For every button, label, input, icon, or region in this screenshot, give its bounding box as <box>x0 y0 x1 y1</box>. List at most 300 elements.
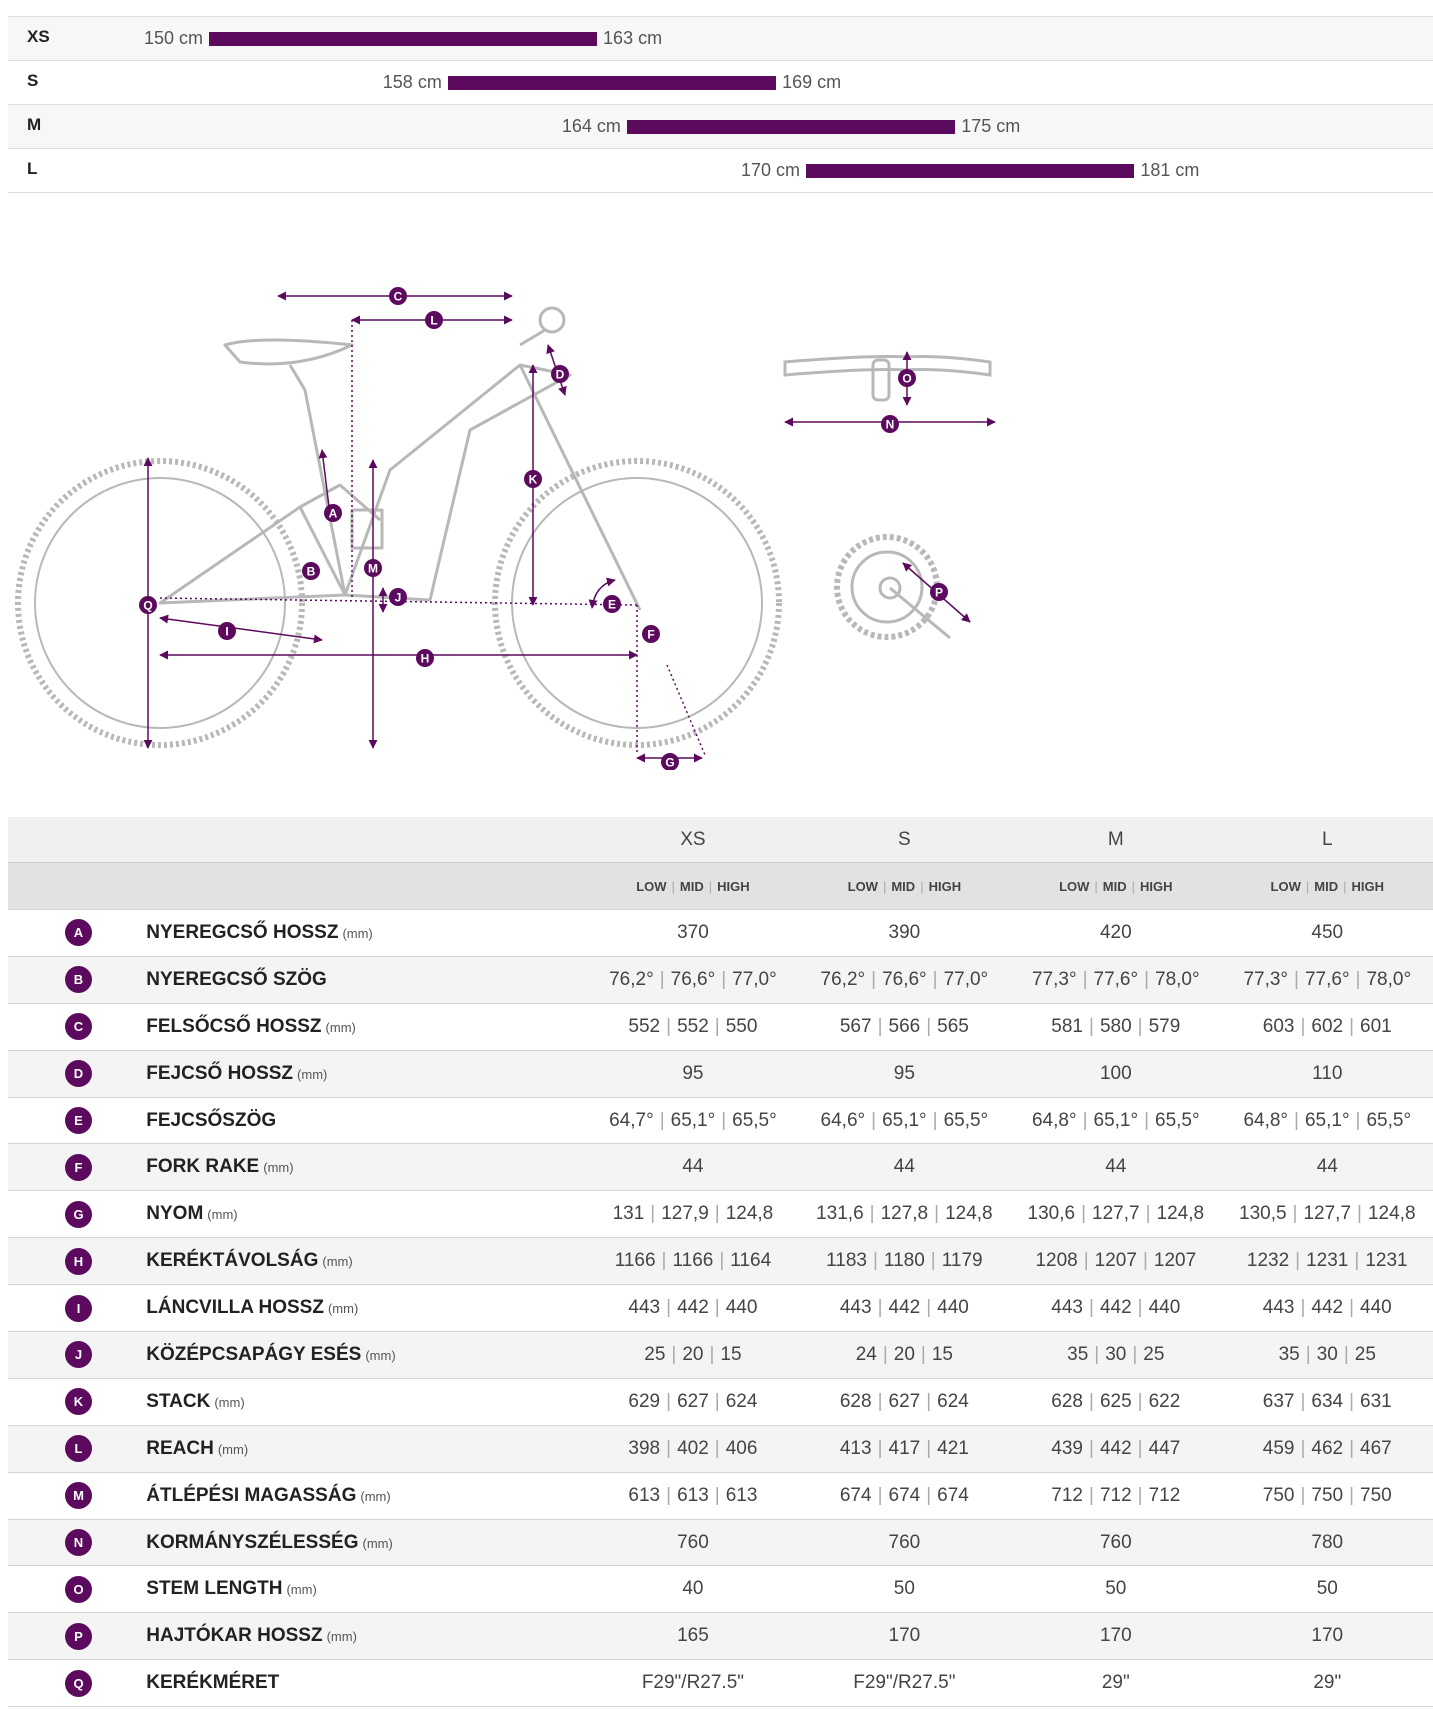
value-cell-xs <box>587 1144 798 1191</box>
marker-letter: B <box>306 564 316 579</box>
value: 634 <box>1311 1390 1344 1412</box>
value: 25 <box>1143 1343 1165 1365</box>
value: 447 <box>1148 1437 1181 1459</box>
value: 95 <box>893 1062 915 1084</box>
flipchip-header-row <box>8 863 1433 910</box>
parameter-name: KÖZÉPCSAPÁGY ESÉS <box>146 1343 362 1365</box>
row-letter-badge: I <box>65 1295 92 1322</box>
separator: | <box>1294 968 1299 990</box>
flipchip-label: HIGH <box>1140 878 1173 894</box>
parameter-name: STACK <box>146 1390 211 1412</box>
row-letter-badge: B <box>65 966 92 993</box>
table-row <box>8 1097 1433 1144</box>
value: 580 <box>1099 1015 1132 1037</box>
value: 25 <box>644 1343 666 1365</box>
value: 1179 <box>941 1250 983 1272</box>
separator: | <box>1131 878 1136 894</box>
flipchip-label: LOW <box>847 878 878 894</box>
separator: | <box>872 1250 878 1272</box>
value: 552 <box>677 1015 709 1037</box>
value-cell-xs <box>587 910 798 957</box>
value: 550 <box>725 1015 758 1037</box>
value: 581 <box>1051 1015 1083 1037</box>
separator: | <box>1089 1390 1094 1412</box>
separator: | <box>721 1109 727 1131</box>
size-label: L <box>27 159 38 178</box>
value-cell-m <box>1010 1285 1221 1332</box>
row-letter-badge: J <box>65 1341 92 1368</box>
separator: | <box>666 1390 672 1412</box>
value: 750 <box>1311 1484 1344 1506</box>
value: 124,8 <box>1156 1203 1205 1225</box>
marker-letter: F <box>647 627 655 642</box>
value: 443 <box>628 1297 661 1319</box>
value-cell-xs <box>587 1238 798 1285</box>
flipchip-labels-l <box>1222 863 1433 910</box>
separator: | <box>659 968 665 990</box>
separator: | <box>1354 1250 1360 1272</box>
value-cell-m <box>1010 1097 1221 1144</box>
separator: | <box>926 1390 932 1412</box>
value: 77,0° <box>732 968 777 990</box>
separator: | <box>934 1203 940 1225</box>
value: 462 <box>1311 1437 1344 1459</box>
value: 25 <box>1354 1343 1376 1365</box>
value: 131 <box>612 1203 645 1225</box>
value-cell-l <box>1222 1003 1433 1050</box>
parameter-unit: (mm) <box>326 1629 357 1645</box>
value: 40 <box>682 1578 704 1600</box>
separator: | <box>1082 1109 1088 1131</box>
value: 442 <box>888 1297 921 1319</box>
value: 440 <box>1148 1297 1181 1319</box>
value-cell-s <box>799 1378 1010 1425</box>
marker-letter: Q <box>143 598 153 613</box>
value: 613 <box>628 1484 661 1506</box>
parameter-unit: (mm) <box>327 1301 359 1317</box>
table-row <box>8 1660 1433 1707</box>
value-cell-s <box>799 1472 1010 1519</box>
separator: | <box>1142 1250 1148 1272</box>
value: 417 <box>888 1437 921 1459</box>
value: 467 <box>1360 1437 1392 1459</box>
marker-letter: E <box>607 597 617 612</box>
value: 64,6° <box>820 1109 866 1131</box>
value: 1180 <box>883 1250 925 1272</box>
separator: | <box>714 1390 720 1412</box>
value: 64,8° <box>1031 1109 1077 1131</box>
value: 76,2° <box>609 968 654 990</box>
separator: | <box>1294 1109 1299 1131</box>
value-cell-xs <box>587 1097 798 1144</box>
marker-letter: D <box>555 367 565 382</box>
table-row <box>8 1238 1433 1285</box>
height-range-bar <box>448 76 776 90</box>
separator: | <box>926 1297 932 1319</box>
marker-n <box>881 415 899 433</box>
value: 440 <box>937 1297 969 1319</box>
value: 628 <box>839 1390 872 1412</box>
separator: | <box>1305 1343 1311 1365</box>
row-letter-badge: E <box>65 1107 92 1134</box>
parameter-unit: (mm) <box>286 1582 317 1598</box>
value: 77,3° <box>1031 968 1077 990</box>
value-cell-s <box>799 1425 1010 1472</box>
height-min-label: 170 cm <box>740 160 800 180</box>
value: 20 <box>682 1343 704 1365</box>
separator: | <box>1137 1297 1143 1319</box>
size-label: S <box>27 71 39 90</box>
flipchip-label: HIGH <box>717 878 750 894</box>
table-row <box>8 1425 1433 1472</box>
separator: | <box>1357 1203 1362 1225</box>
size-label: XS <box>27 27 50 46</box>
value-cell-l <box>1222 1238 1433 1285</box>
value-cell-l <box>1222 1378 1433 1425</box>
value: 603 <box>1262 1015 1295 1037</box>
separator: | <box>1300 1484 1306 1506</box>
parameter-unit: (mm) <box>322 1254 353 1270</box>
value: 1232 <box>1246 1250 1290 1272</box>
flipchip-label: MID <box>679 878 704 894</box>
value: 170 <box>1099 1625 1132 1647</box>
separator: | <box>930 1250 936 1272</box>
separator: | <box>714 1203 720 1225</box>
marker-letter: H <box>420 651 430 666</box>
parameter-name: REACH <box>146 1437 214 1459</box>
table-row <box>8 1191 1433 1238</box>
value-cell-m <box>1010 1425 1221 1472</box>
value-cell-l <box>1222 956 1433 1003</box>
parameter-name: KORMÁNYSZÉLESSÉG <box>146 1531 359 1553</box>
flipchip-label: HIGH <box>1351 878 1384 894</box>
value: 613 <box>725 1484 758 1506</box>
value-cell-l <box>1222 1425 1433 1472</box>
value: 440 <box>1360 1297 1392 1319</box>
size-header-xs: XS <box>587 817 798 863</box>
table-row <box>8 1566 1433 1613</box>
value: 65,1° <box>670 1109 716 1131</box>
value: 35 <box>1067 1343 1089 1365</box>
separator: | <box>1145 1203 1151 1225</box>
value: 439 <box>1051 1437 1083 1459</box>
value: 780 <box>1311 1531 1344 1553</box>
value: 443 <box>839 1297 872 1319</box>
value: 170 <box>888 1625 921 1647</box>
separator: | <box>1081 1203 1087 1225</box>
value: 127,8 <box>880 1203 929 1225</box>
marker-letter: K <box>528 472 538 487</box>
value-cell-s <box>799 1519 1010 1566</box>
row-letter-badge: Q <box>65 1670 92 1697</box>
separator: | <box>1305 878 1310 894</box>
value-cell-s <box>799 1660 1010 1707</box>
value-cell-l <box>1222 1191 1433 1238</box>
marker-p <box>930 583 948 601</box>
separator: | <box>869 1203 875 1225</box>
value: 124,8 <box>725 1203 774 1225</box>
separator: | <box>671 878 675 894</box>
separator: | <box>666 1484 672 1506</box>
value: 1166 <box>614 1250 656 1272</box>
value-cell-xs <box>587 1003 798 1050</box>
separator: | <box>920 878 924 894</box>
row-letter-badge: A <box>65 919 92 946</box>
value: 165 <box>677 1625 709 1647</box>
separator: | <box>1349 1437 1355 1459</box>
separator: | <box>1132 1343 1138 1365</box>
flipchip-label: LOW <box>1270 878 1301 894</box>
separator: | <box>926 1437 932 1459</box>
value: 674 <box>888 1484 921 1506</box>
table-row <box>8 1285 1433 1332</box>
value: 15 <box>720 1343 742 1365</box>
separator: | <box>1089 1484 1094 1506</box>
parameter-unit: (mm) <box>207 1207 238 1223</box>
value: 712 <box>1051 1484 1083 1506</box>
value-cell-s <box>799 1332 1010 1379</box>
marker-letter: C <box>393 289 403 304</box>
value-cell-l <box>1222 1332 1433 1379</box>
row-letter-badge: F <box>65 1154 92 1181</box>
separator: | <box>661 1250 667 1272</box>
value: 624 <box>725 1390 758 1412</box>
value-cell-s <box>799 1613 1010 1660</box>
flipchip-label: LOW <box>636 878 667 894</box>
rider-height-chart <box>8 16 1433 193</box>
value-cell-s <box>799 1003 1010 1050</box>
table-row <box>8 1519 1433 1566</box>
value-cell-m <box>1010 1238 1221 1285</box>
value: 443 <box>1262 1297 1295 1319</box>
marker-f <box>642 625 660 643</box>
separator: | <box>1300 1015 1306 1037</box>
value: 421 <box>937 1437 969 1459</box>
value: 65,1° <box>1304 1109 1350 1131</box>
value: 127,7 <box>1092 1203 1140 1225</box>
value: 398 <box>628 1437 661 1459</box>
height-min-label: 150 cm <box>143 28 203 48</box>
value: 131,6 <box>816 1203 864 1225</box>
value: 78,0° <box>1366 968 1412 990</box>
separator: | <box>1349 1484 1355 1506</box>
value: 631 <box>1360 1390 1392 1412</box>
value: 64,8° <box>1243 1109 1289 1131</box>
value-cell-s <box>799 1566 1010 1613</box>
value: 760 <box>677 1531 709 1553</box>
size-row-l <box>8 148 1433 193</box>
value-cell-m <box>1010 1144 1221 1191</box>
table-row <box>8 1003 1433 1050</box>
flipchip-label: MID <box>1102 878 1127 894</box>
value: 637 <box>1262 1390 1295 1412</box>
value: 1231 <box>1306 1250 1349 1272</box>
marker-letter: J <box>394 590 402 605</box>
height-max-label: 181 cm <box>1140 160 1200 180</box>
flipchip-label: MID <box>1314 878 1339 894</box>
parameter-unit: (mm) <box>214 1394 245 1410</box>
separator: | <box>1094 878 1098 894</box>
marker-letter: A <box>328 506 338 521</box>
value: 750 <box>1360 1484 1392 1506</box>
separator: | <box>714 1437 720 1459</box>
value: 95 <box>682 1062 704 1084</box>
value: 440 <box>725 1297 758 1319</box>
value: 29" <box>1313 1672 1342 1694</box>
size-header-s: S <box>799 817 1010 863</box>
marker-letter: L <box>430 313 438 328</box>
separator: | <box>708 878 713 894</box>
separator: | <box>932 1109 938 1131</box>
parameter-unit: (mm) <box>297 1066 328 1082</box>
value: 625 <box>1099 1390 1132 1412</box>
parameter-name: KERÉKMÉRET <box>146 1672 280 1694</box>
separator: | <box>714 1484 720 1506</box>
value-cell-xs <box>587 1332 798 1379</box>
value-cell-l <box>1222 1519 1433 1566</box>
value-cell-l <box>1222 1050 1433 1097</box>
separator: | <box>1355 968 1361 990</box>
separator: | <box>1349 1015 1355 1037</box>
value-cell-m <box>1010 956 1221 1003</box>
separator: | <box>882 878 887 894</box>
separator: | <box>882 1343 888 1365</box>
value: 20 <box>893 1343 915 1365</box>
value: 1164 <box>730 1250 772 1272</box>
value: 1231 <box>1365 1250 1408 1272</box>
value: F29"/R27.5" <box>641 1672 745 1694</box>
parameter-name: FELSŐCSŐ HOSSZ <box>146 1015 322 1037</box>
separator: | <box>666 1015 672 1037</box>
parameter-name: KERÉKTÁVOLSÁG <box>146 1250 319 1272</box>
parameter-unit: (mm) <box>217 1441 249 1457</box>
marker-letter: O <box>902 371 912 386</box>
separator: | <box>877 1015 883 1037</box>
separator: | <box>871 968 877 990</box>
separator: | <box>714 1297 720 1319</box>
marker-g <box>661 753 679 770</box>
value-cell-xs <box>587 1378 798 1425</box>
value: 674 <box>937 1484 969 1506</box>
value: 15 <box>931 1343 953 1365</box>
value: F29"/R27.5" <box>853 1672 956 1694</box>
separator: | <box>671 1343 677 1365</box>
separator: | <box>1089 1015 1094 1037</box>
value-cell-m <box>1010 1613 1221 1660</box>
table-row <box>8 1378 1433 1425</box>
marker-letter: G <box>665 755 675 770</box>
value: 370 <box>677 921 709 943</box>
value-cell-m <box>1010 1378 1221 1425</box>
separator: | <box>1083 1250 1089 1272</box>
row-letter-badge: H <box>65 1248 92 1275</box>
row-letter-badge: N <box>65 1529 92 1556</box>
value-cell-xs <box>587 1613 798 1660</box>
value: 1183 <box>826 1250 867 1272</box>
separator: | <box>1094 1343 1100 1365</box>
value-cell-m <box>1010 910 1221 957</box>
value: 44 <box>893 1156 915 1178</box>
parameter-name: NYOM <box>146 1203 204 1225</box>
value: 77,0° <box>943 968 989 990</box>
handlebar-view <box>785 357 990 400</box>
parameter-name: FEJCSŐSZÖG <box>146 1109 277 1131</box>
value: 629 <box>628 1390 661 1412</box>
value-cell-l <box>1222 1144 1433 1191</box>
separator: | <box>871 1109 877 1131</box>
separator: | <box>1082 968 1088 990</box>
value: 65,5° <box>1155 1109 1200 1131</box>
value-cell-m <box>1010 1519 1221 1566</box>
flipchip-labels-m <box>1010 863 1221 910</box>
separator: | <box>666 1297 672 1319</box>
value: 29" <box>1101 1672 1130 1694</box>
marker-j <box>389 588 407 606</box>
parameter-name: NYEREGCSŐ HOSSZ <box>146 921 339 943</box>
size-row-m <box>8 104 1433 148</box>
value: 35 <box>1278 1343 1300 1365</box>
parameter-name: LÁNCVILLA HOSSZ <box>146 1297 324 1319</box>
marker-letter: I <box>225 624 229 639</box>
value: 750 <box>1262 1484 1295 1506</box>
value: 65,5° <box>732 1109 777 1131</box>
value: 760 <box>888 1531 921 1553</box>
value-cell-s <box>799 1285 1010 1332</box>
parameter-unit: (mm) <box>365 1347 396 1363</box>
value-cell-l <box>1222 1097 1433 1144</box>
value-cell-xs <box>587 1566 798 1613</box>
value: 110 <box>1312 1062 1343 1084</box>
separator: | <box>877 1484 883 1506</box>
marker-e <box>603 595 621 613</box>
marker-h <box>416 649 434 667</box>
value-cell-s <box>799 910 1010 957</box>
row-letter-badge: D <box>65 1060 92 1087</box>
value-cell-l <box>1222 1660 1433 1707</box>
table-row <box>8 1472 1433 1519</box>
separator: | <box>1292 1203 1298 1225</box>
separator: | <box>1355 1109 1361 1131</box>
marker-letter: P <box>934 585 944 600</box>
value: 450 <box>1311 921 1344 943</box>
value: 712 <box>1148 1484 1181 1506</box>
size-row-xs <box>8 16 1433 60</box>
value-cell-m <box>1010 1566 1221 1613</box>
parameter-name: NYEREGCSŐ SZÖG <box>146 968 327 990</box>
separator: | <box>1137 1437 1143 1459</box>
value-cell-s <box>799 1097 1010 1144</box>
marker-letter: M <box>368 561 378 576</box>
value: 601 <box>1360 1015 1392 1037</box>
table-row <box>8 910 1433 957</box>
height-min-label: 164 cm <box>561 116 621 136</box>
value: 760 <box>1099 1531 1132 1553</box>
separator: | <box>1343 878 1347 894</box>
separator: | <box>1349 1390 1355 1412</box>
separator: | <box>926 1484 932 1506</box>
separator: | <box>719 1250 725 1272</box>
table-row <box>8 1613 1433 1660</box>
separator: | <box>932 968 938 990</box>
value: 30 <box>1105 1343 1127 1365</box>
separator: | <box>920 1343 926 1365</box>
parameter-name: ÁTLÉPÉSI MAGASSÁG <box>146 1484 357 1506</box>
value-cell-m <box>1010 1332 1221 1379</box>
value: 443 <box>1051 1297 1083 1319</box>
value-cell-l <box>1222 1613 1433 1660</box>
value: 674 <box>839 1484 872 1506</box>
bike-frame <box>160 308 640 610</box>
